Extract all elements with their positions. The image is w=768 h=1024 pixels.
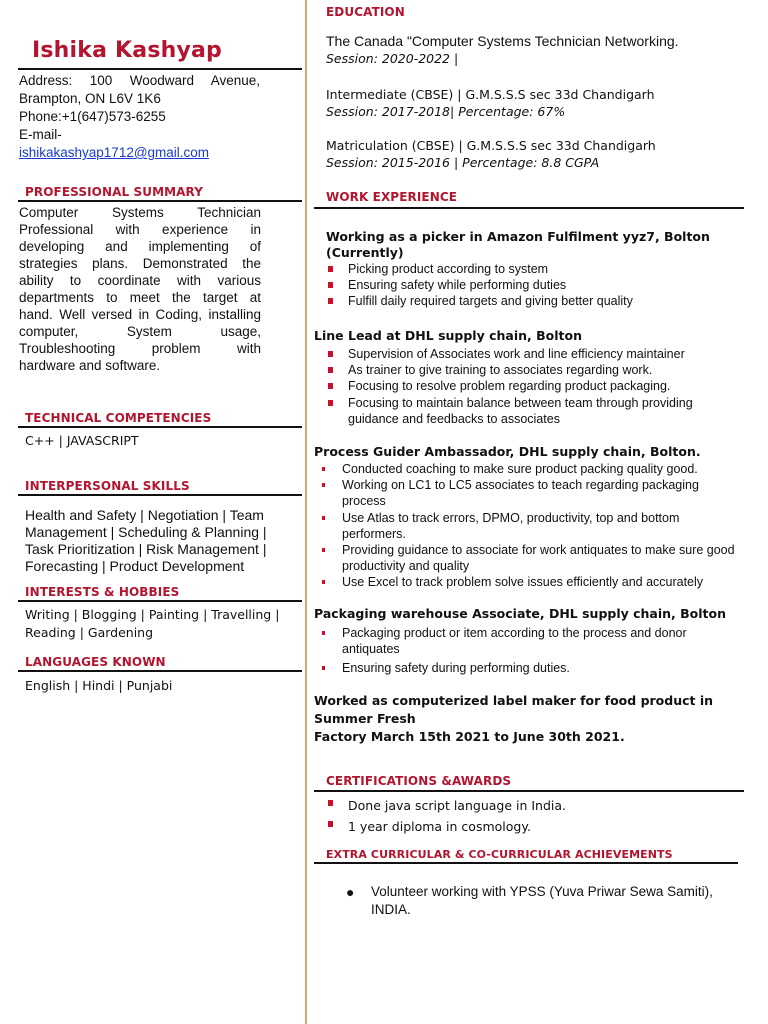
bullet-dot-icon: ● [346,884,355,900]
summary-line: hardware and software. [19,358,161,373]
extra-line: Volunteer working with YPSS (Yuva Priwar Sewa Samiti), [371,884,713,899]
work-title: WORK EXPERIENCE [326,190,458,204]
education-session: Session: 2015-2016 | Percentage: 8.8 CGPA [326,155,600,170]
label-maker-text [314,692,750,746]
phone: Phone:+1(647)573-6255 [19,109,166,124]
job-title-line: Process Guider Ambassador, DHL supply chain, Bolton. [314,444,701,459]
job-bullet: Focusing to maintain balance between team through providing guidance and feedbacks to associates [326,395,726,427]
tech-title: TECHNICAL COMPETENCIES [25,411,212,425]
cert-item: 1 year diploma in cosmology. [326,816,746,837]
education-item [326,137,746,171]
cert-list [326,795,746,837]
education-item [326,33,746,67]
job-title-line: Line Lead at DHL supply chain, Bolton [314,328,582,343]
job-bullet: Ensuring safety during performing duties. [320,660,730,676]
job-title [314,328,744,344]
job-bullet: Working on LC1 to LC5 associates to teach regarding packaging process [320,477,740,509]
tech-text: C++ | JAVASCRIPT [25,433,139,448]
job-bullet: Use Excel to track problem solve issues efficiently and accurately [320,574,740,590]
job-bullet: Supervision of Associates work and line efficiency maintainer [326,346,726,362]
job-bullet: Focusing to resolve problem regarding product packaging. [326,378,726,394]
name-rule [18,68,302,70]
education-item [326,86,746,120]
cert-item: Done java script language in India. [326,795,746,816]
summary-line: Troubleshooting problem with [19,341,261,356]
address-line-2: Brampton, ON L6V 1K6 [19,91,161,106]
certifications-rule [314,790,744,792]
address-line-1: Address: 100 Woodward Avenue, [19,73,260,88]
label-maker-line: Worked as computerized label maker for food product in Summer Fresh [314,693,714,726]
job-bullet: Providing guidance to associate for work antiquates to make sure good productivity and quality [320,542,740,574]
summary-line: Computer Systems Technician [19,205,261,220]
job-bullet: Picking product according to system [326,261,746,277]
summary-text [19,204,261,374]
job-title-line: (Currently) [326,245,404,260]
summary-line: hand. Well versed in Coding, installing [19,307,261,322]
interpersonal-title: INTERPERSONAL SKILLS [25,479,190,493]
education-title: EDUCATION [326,5,405,19]
tech-rule [18,426,302,428]
extra-line: INDIA. [371,902,411,917]
summary-line: departments to meet the target at [19,290,261,305]
summary-line: strategies plans. Demonstrated the [19,256,261,271]
job-bullet: Fulfill daily required targets and giving better quality [326,293,746,309]
education-session: Session: 2020-2022 | [326,51,459,66]
summary-line: Professional with experience in [19,222,261,237]
languages-text: English | Hindi | Punjabi [25,678,173,693]
job-bullet: Ensuring safety while performing duties [326,277,746,293]
education-main: Matriculation (CBSE) | G.M.S.S.S sec 33d Chandigarh [326,138,656,153]
summary-line: computer, System usage, [19,324,261,339]
summary-title: PROFESSIONAL SUMMARY [25,185,204,199]
languages-title: LANGUAGES KNOWN [25,655,166,669]
email-label: E-mail- [19,127,62,142]
hobbies-line: Writing | Blogging | Painting | Travelling | [25,607,280,622]
hobbies-line: Reading | Gardening [25,625,154,640]
job-bullet: As trainer to give training to associates regarding work. [326,362,726,378]
job-bullets [320,461,740,591]
email-link[interactable]: ishikakashyap1712@gmail.com [19,145,210,160]
education-session: Session: 2017-2018| Percentage: 67% [326,104,566,119]
job-title [326,229,746,261]
job-bullet: Use Atlas to track errors, DPMO, productivity, top and bottom performers. [320,510,740,542]
job-bullet: Packaging product or item according to the process and donor antiquates [320,625,730,657]
summary-line: ability to coordinate with various [19,273,261,288]
label-maker-line: Factory March 15th 2021 to June 30th 2021. [314,729,625,744]
hobbies-title: INTERESTS & HOBBIES [25,585,180,599]
job-title [314,606,744,622]
extra-curricular-item [346,883,746,919]
hobbies-text [25,606,303,642]
candidate-name: Ishika Kashyap [32,38,223,63]
job-title-line: Working as a picker in Amazon Fulfilment yyz7, Bolton [326,229,710,244]
extra-curricular-rule [314,862,738,864]
job-bullets [326,261,746,310]
contact-block [19,72,260,162]
education-main: Intermediate (CBSE) | G.M.S.S.S sec 33d Chandigarh [326,87,655,102]
job-title [314,444,744,460]
summary-rule [18,200,302,202]
education-main: The Canada "Computer Systems Technician Networking. [326,33,679,49]
interpersonal-line: Forecasting | Product Development [25,558,245,574]
interpersonal-line: Management | Scheduling & Planning | [25,524,267,540]
extra-curricular-title: EXTRA CURRICULAR & CO-CURRICULAR ACHIEVEMENTS [326,848,673,861]
hobbies-rule [18,600,302,602]
job-bullets [326,346,726,427]
interpersonal-line: Health and Safety | Negotiation | Team [25,507,264,523]
job-bullet: Conducted coaching to make sure product packing quality good. [320,461,740,477]
languages-rule [18,670,302,672]
interpersonal-text [25,507,295,575]
interpersonal-line: Task Prioritization | Risk Management | [25,541,267,557]
column-divider [305,0,307,1024]
work-rule [314,207,744,209]
interpersonal-rule [18,494,302,496]
job-title-line: Packaging warehouse Associate, DHL supply chain, Bolton [314,606,727,621]
certifications-title: CERTIFICATIONS &AWARDS [326,774,512,788]
job-bullets [320,625,730,677]
summary-line: developing and implementing of [19,239,261,254]
